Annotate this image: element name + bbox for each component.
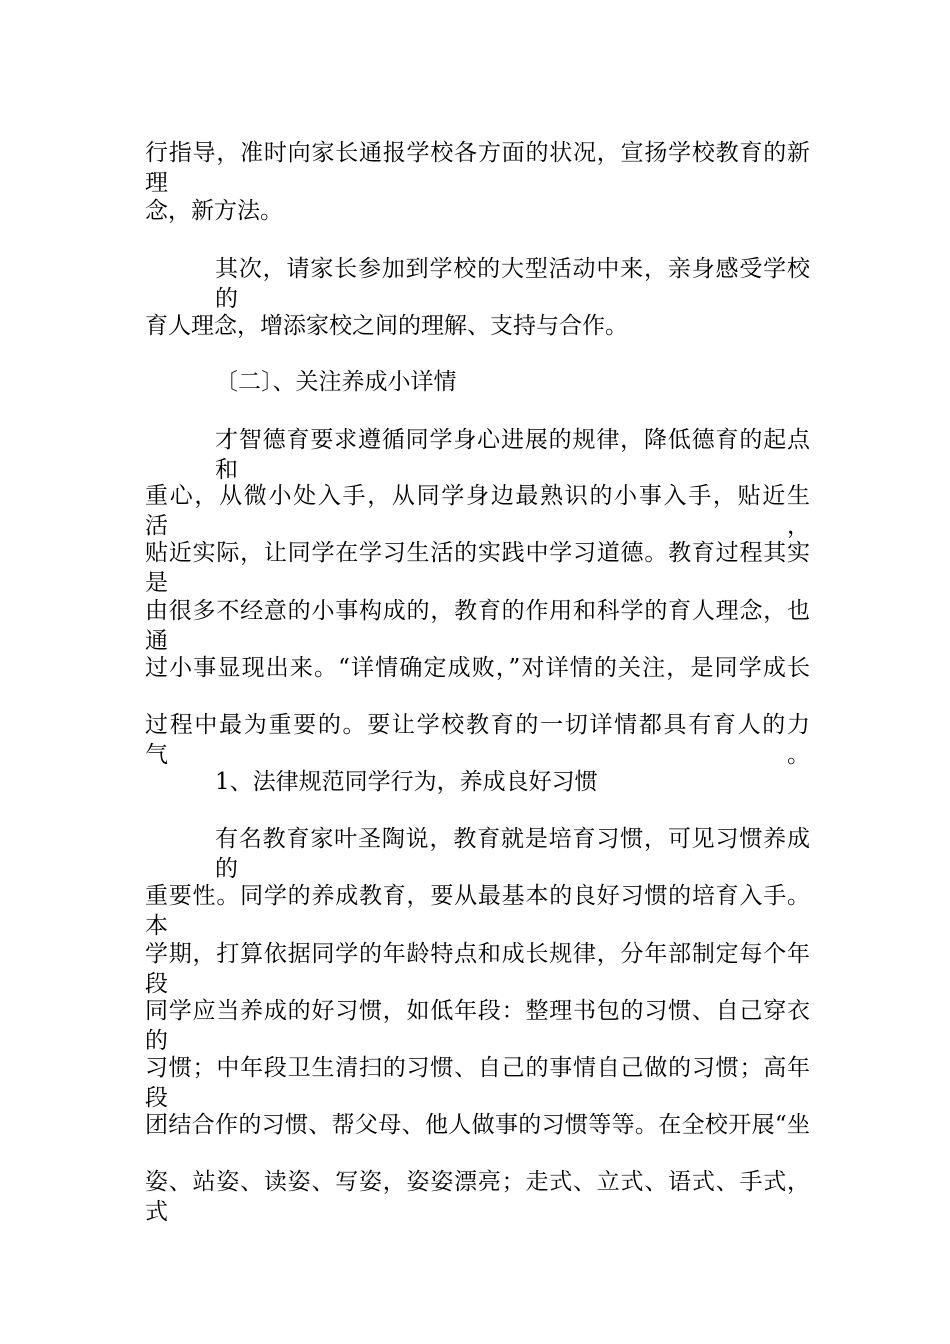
text-line: 姿、站姿、读姿、写姿，姿姿漂亮；走式、立式、语式、手式，式 xyxy=(145,1169,810,1225)
text-line: 习惯；中年段卫生清扫的习惯、自己的事情自己做的习惯；高年段 xyxy=(145,1055,810,1111)
text-line: 团结合作的习惯、帮父母、他人做事的习惯等等。在全校开展“坐 xyxy=(145,1112,810,1138)
text-line: 同学应当养成的好习惯，如低年段：整理书包的习惯、自己穿衣的 xyxy=(145,998,810,1054)
text-line: 才智德育要求遵循同学身心进展的规律，降低德育的起点和 xyxy=(215,427,810,483)
text-line: 其次，请家长参加到学校的大型活动中来，亲身感受学校的 xyxy=(215,256,810,312)
section-heading: 〔二〕、关注养成小详情 xyxy=(215,369,457,395)
text-line: 有名教育家叶圣陶说，教育就是培育习惯，可见习惯养成的 xyxy=(215,826,810,882)
text-line: 育人理念，增添家校之间的理解、支持与合作。 xyxy=(145,313,628,339)
text-line: 行指导，准时向家长通报学校各方面的状况，宣扬学校教育的新理 xyxy=(145,140,810,196)
subsection-heading: 1、法律规范同学行为，养成良好习惯 xyxy=(215,769,598,795)
text-line: 念，新方法。 xyxy=(145,198,283,224)
text-line: 由很多不经意的小事构成的，教育的作用和科学的育人理念，也通 xyxy=(145,598,810,654)
text-line: 重要性。同学的养成教育，要从最基本的良好习惯的培育入手。本 xyxy=(145,883,810,939)
text-line: 过小事显现出来。“详情确定成败，”对详情的关注，是同学成长 xyxy=(145,655,810,681)
text-line: 贴近实际，让同学在学习生活的实践中学习道德。教育过程其实是 xyxy=(145,540,810,596)
text-line: 过程中最为重要的。要让学校教育的一切详情都具有育人的力气。 xyxy=(145,712,810,768)
text-line: 学期，打算依据同学的年龄特点和成长规律，分年部制定每个年段 xyxy=(145,941,810,997)
text-line: 重心，从微小处入手，从同学身边最熟识的小事入手，贴近生活， xyxy=(145,483,810,539)
